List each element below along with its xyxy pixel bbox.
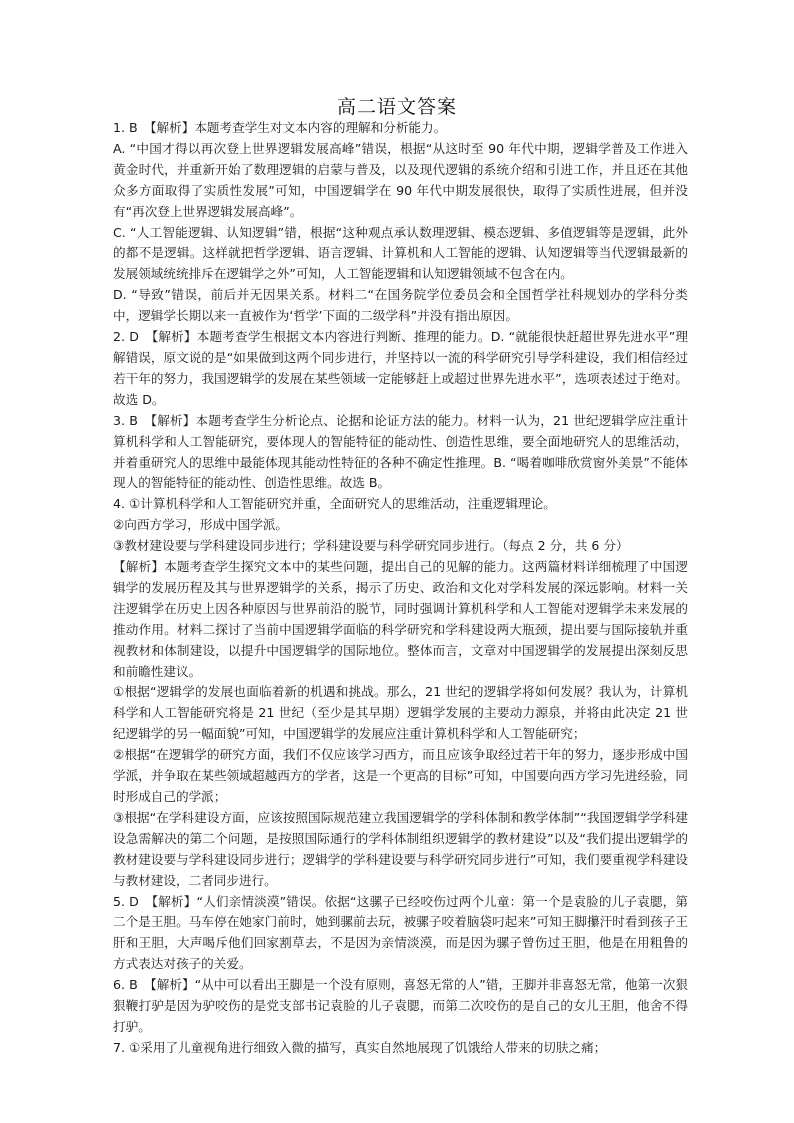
paragraph: ③根据“在学科建设方面，应该按照国际规范建立我国逻辑学的学科体制和教学体制”“我国逻辑学学科建设急需解决的第二个问题，是按照国际通行的学科体制组织逻辑学的教材建设”以及“我们提出逻辑学的教材建设要与学科建设同步进行；逻辑学的学科建设要与科学研究同步进行”可知，我们要重视学科建设与教材建设，二者同步进行。 xyxy=(113,809,688,888)
paragraph: 4. ①计算机科学和人工智能研究并重，全面研究人的思维活动，注重逻辑理论。 xyxy=(113,496,556,512)
paragraph: D. “导致”错误，前后并无因果关系。材料二“在国务院学位委员会和全国哲学社科规划办的学科分类中，逻辑学长期以来一直被作为‘哲学’下面的二级学科”并没有指出原因。 xyxy=(113,287,688,324)
paragraph: 7. ①采用了儿童视角进行细致入微的描写，真实自然地展现了饥饿给人带来的切肤之痛； xyxy=(113,1039,607,1055)
paragraph: 3. B 【解析】本题考查学生分析论点、论据和论证方法的能力。材料一认为，21 世纪逻辑学应注重计算机科学和人工智能研究，要体现人的智能特征的能动性、创造性思维，要全面地研究人的思维活动，并着重研究人的思维中最能体现其能动性特征的各种不确定性推理。B. “喝着咖啡欣赏窗外美景”不能体现人的智能特征的能动性、创造性思维。故选 B。 xyxy=(113,412,688,491)
paragraph: 【解析】本题考查学生探究文本中的某些问题，提出自己的见解的能力。这两篇材料详细梳理了中国逻辑学的发展历程及其与世界逻辑学的关系，揭示了历史、政治和文化对学科发展的深远影响。材料一关注逻辑学在历史上因各种原因与世界前沿的脱节，同时强调计算机科学和人工智能对逻辑学未来发展的推动作用。材料二探讨了当前中国逻辑学面临的科学研究和学科建设两大瓶颈，提出要与国际接轨并重视教材和体制建设，以提升中国逻辑学的国际地位。整体而言，文章对中国逻辑学的发展提出深刻反思和前瞻性建议。 xyxy=(113,559,688,679)
paragraph: ②根据“在逻辑学的研究方面，我们不仅应该学习西方，而且应该争取经过若干年的努力，逐步形成中国学派，并争取在某些领域超越西方的学者，这是一个更高的目标”可知，中国要向西方学习先进经验，同时形成自己的学派； xyxy=(113,747,688,804)
answer-body xyxy=(113,118,688,1059)
page-title: 高二语文答案 xyxy=(336,96,457,118)
paragraph: 6. B 【解析】“从中可以看出王脚是一个没有原则，喜怒无常的人”错，王脚并非喜怒无常，他第一次狠狠鞭打驴是因为驴咬伤的是党支部书记袁脸的儿子袁腮，而第二次咬伤的是自己的女儿王胆，他舍不得打驴。 xyxy=(113,977,688,1034)
paragraph: ①根据“逻辑学的发展也面临着新的机遇和挑战。那么，21 世纪的逻辑学将如何发展？我认为，计算机科学和人工智能研究将是 21 世纪（至少是其早期）逻辑学发展的主要动力源泉，并将由此决定 21 世纪逻辑学的另一幅面貌”可知，中国逻辑学的发展应注重计算机科学和人工智能研究； xyxy=(113,684,688,742)
paragraph: C. “人工智能逻辑、认知逻辑”错，根据“这种观点承认数理逻辑、模态逻辑、多值逻辑等是逻辑，此外的都不是逻辑。这样就把哲学逻辑、语言逻辑、计算机和人工智能的逻辑、认知逻辑等当代逻辑最新的发展领域统统排斥在逻辑学之外”可知，人工智能逻辑和认知逻辑领域不包含在内。 xyxy=(113,224,688,282)
paragraph: 2. D 【解析】本题考查学生根据文本内容进行判断、推理的能力。D. “就能很快赶超世界先进水平”理解错误，原文说的是“如果做到这两个同步进行，并坚持以一流的科学研究引导学科建设，我们相信经过若干年的努力，我国逻辑学的发展在某些领域一定能够赶上或超过世界先进水平”，选项表述过于绝对。故选 D。 xyxy=(113,329,688,407)
paragraph: ③教材建设要与学科建设同步进行；学科建设要与科学研究同步进行。（每点 2 分，共 6 分） xyxy=(113,538,629,554)
paragraph: ②向西方学习，形成中国学派。 xyxy=(113,517,289,533)
paragraph: 5. D 【解析】“人们亲情淡漠”错误。依据“这骡子已经咬伤过两个儿童：第一个是袁脸的儿子袁腮，第二个是王胆。马车停在她家门前时，她到骡前去玩，被骡子咬着脑袋叼起来”可知王脚攥汗时看到孩子王肝和王胆，大声喝斥他们回家割草去，不是因为亲情淡漠，而是因为骡子曾伤过王胆，他是在用粗鲁的方式表达对孩子的关爱。 xyxy=(113,893,688,972)
paragraph: 1. B 【解析】本题考查学生对文本内容的理解和分析能力。 xyxy=(113,120,447,135)
paragraph: A. “中国才得以再次登上世界逻辑发展高峰”错误，根据“从这时至 90 年代中期，逻辑学普及工作进入黄金时代，并重新开始了数理逻辑的启蒙与普及，以及现代逻辑的系统介绍和引进工作，并且还在其他众多方面取得了实质性发展”可知，中国逻辑学在 90 年代中期发展很快，取得了实质性进展，但并没有“再次登上世界逻辑发展高峰”。 xyxy=(113,140,688,219)
